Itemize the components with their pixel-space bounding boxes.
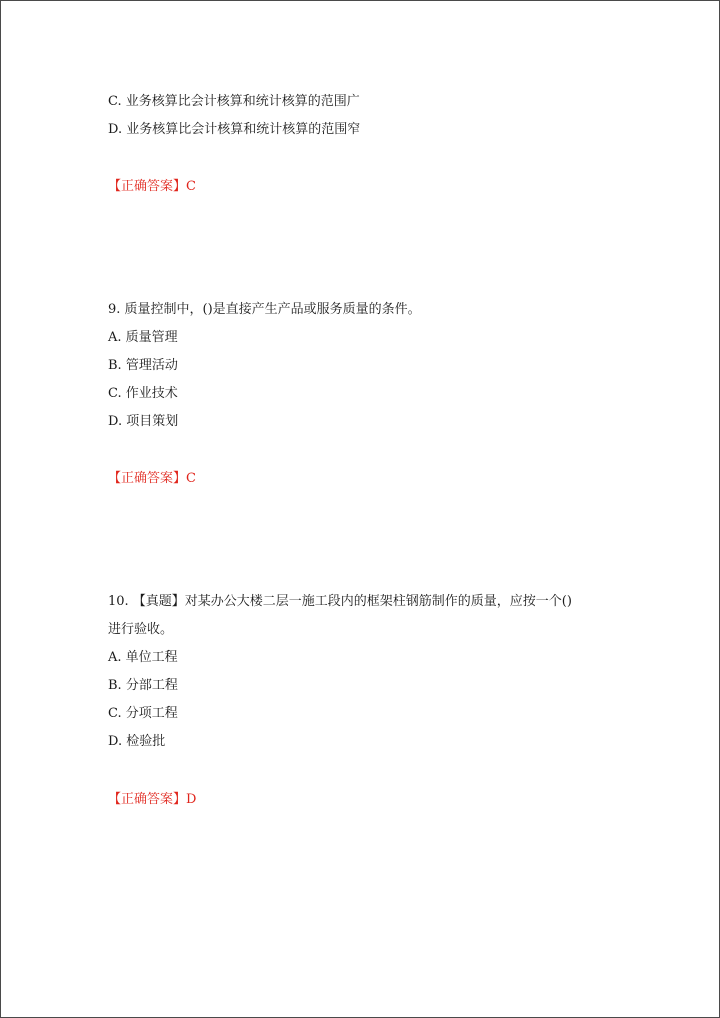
q9-question: 9. 质量控制中，()是直接产生产品或服务质量的条件。 <box>108 302 421 317</box>
q10-question-line2: 进行验收。 <box>108 622 174 637</box>
q8-answer: 【正确答案】C <box>108 179 196 194</box>
q10-option-a: A. 单位工程 <box>108 650 178 665</box>
q9-answer: 【正确答案】C <box>108 471 196 486</box>
q10-option-c: C. 分项工程 <box>108 706 178 721</box>
q9-option-a: A. 质量管理 <box>108 330 178 345</box>
q9-option-c: C. 作业技术 <box>108 386 178 401</box>
q10-option-d: D. 检验批 <box>108 734 166 749</box>
q9-option-d: D. 项目策划 <box>108 414 179 429</box>
q10-answer: 【正确答案】D <box>108 792 197 807</box>
q10-question-line1: 10. 【真题】对某办公大楼二层一施工段内的框架柱钢筋制作的质量，应按一个() <box>108 594 572 609</box>
q8-option-c: C. 业务核算比会计核算和统计核算的范围广 <box>108 94 360 109</box>
q10-option-b: B. 分部工程 <box>108 678 178 693</box>
q8-option-d: D. 业务核算比会计核算和统计核算的范围窄 <box>108 122 361 137</box>
q9-option-b: B. 管理活动 <box>108 358 178 373</box>
